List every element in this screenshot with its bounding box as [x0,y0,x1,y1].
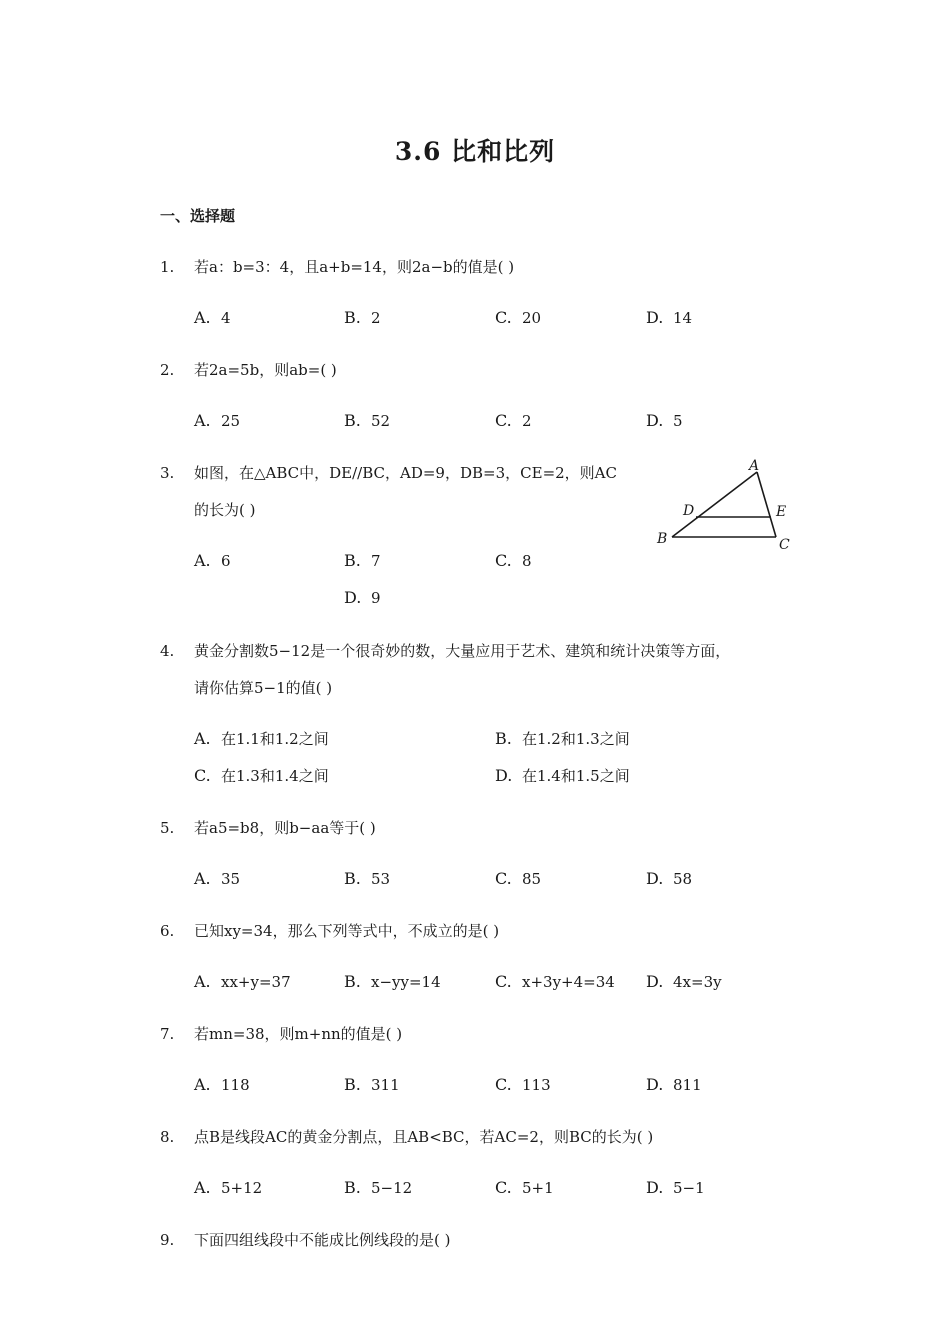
question-text: 若a5=b8，则b−aa等于( ) [194,819,376,837]
question-4 [160,641,194,661]
question-text: 若2a=5b，则ab=( ) [194,361,337,379]
option-b[interactable]: B. 52 [344,411,391,430]
question-3 [160,463,194,483]
question-5 [160,818,194,838]
question-number: 1. [160,258,175,276]
option-c[interactable]: C. 在1.3和1.4之间 [194,766,329,785]
option-d[interactable]: D. 5 [646,411,683,430]
question-number: 6. [160,922,175,940]
question-text: 如图，在△ABC中，DE//BC，AD=9，DB=3，CE=2，则AC [194,464,617,482]
side-ac [757,472,776,537]
option-a[interactable]: A. xx+y=37 [194,972,291,991]
option-b[interactable]: B. 2 [344,308,381,327]
option-c[interactable]: C. 113 [495,1075,551,1094]
question-number: 3. [160,464,175,482]
question-text: 下面四组线段中不能成比例线段的是( ) [194,1231,451,1249]
question-number: 2. [160,361,175,379]
option-a[interactable]: A. 35 [194,869,241,888]
option-b[interactable]: B. x−yy=14 [344,972,441,991]
option-b[interactable]: B. 53 [344,869,391,888]
option-d[interactable]: D. 14 [646,308,693,327]
option-a[interactable]: A. 25 [194,411,241,430]
triangle-figure [652,455,797,555]
option-a[interactable]: A. 5+12 [194,1178,263,1197]
question-number: 4. [160,642,175,660]
question-text: 黄金分割数5−12是一个很奇妙的数，大量应用于艺术、建筑和统计决策等方面， [194,642,731,660]
option-b[interactable]: B. 在1.2和1.3之间 [495,729,630,748]
label-b: B [657,531,668,547]
option-d[interactable]: D. 58 [646,869,693,888]
option-b[interactable]: B. 5−12 [344,1178,413,1197]
question-number: 9. [160,1231,175,1249]
label-e: E [776,504,787,520]
option-c[interactable]: C. 2 [495,411,532,430]
option-c[interactable]: C. 20 [495,308,542,327]
page-title: 3.6 比和比列 [394,137,556,166]
option-d[interactable]: D. 5−1 [646,1178,705,1197]
question-text: 若mn=38，则m+nn的值是( ) [194,1025,403,1043]
option-c[interactable]: C. 8 [495,551,532,570]
question-9 [160,1230,194,1250]
question-text: 点B是线段AC的黄金分割点，且AB<BC，若AC=2，则BC的长为( ) [194,1128,654,1146]
question-1 [160,257,194,277]
label-a: A [749,458,760,474]
label-c: C [779,537,790,553]
option-a[interactable]: A. 4 [194,308,231,327]
label-d: D [683,503,695,519]
question-6 [160,921,194,941]
option-a[interactable]: A. 在1.1和1.2之间 [194,729,329,748]
option-b[interactable]: B. 7 [344,551,381,570]
option-d[interactable]: D. 9 [344,588,381,607]
option-c[interactable]: C. 5+1 [495,1178,554,1197]
question-number: 7. [160,1025,175,1043]
question-text-line2: 的长为( ) [194,501,256,519]
option-c[interactable]: C. x+3y+4=34 [495,972,615,991]
option-b[interactable]: B. 311 [344,1075,400,1094]
option-a[interactable]: A. 6 [194,551,231,570]
section-heading: 一、选择题 [160,207,236,225]
option-d[interactable]: D. 4x=3y [646,972,722,991]
question-text: 若a：b=3：4，且a+b=14，则2a−b的值是( ) [194,258,515,276]
question-number: 5. [160,819,175,837]
question-7 [160,1024,194,1044]
question-text-line2: 请你估算5−1的值( ) [194,679,333,697]
option-c[interactable]: C. 85 [495,869,542,888]
question-text: 已知xy=34，那么下列等式中，不成立的是( ) [194,922,500,940]
question-number: 8. [160,1128,175,1146]
question-2 [160,360,194,380]
option-d[interactable]: D. 在1.4和1.5之间 [495,766,630,785]
option-d[interactable]: D. 811 [646,1075,702,1094]
question-8 [160,1127,194,1147]
option-a[interactable]: A. 118 [194,1075,250,1094]
